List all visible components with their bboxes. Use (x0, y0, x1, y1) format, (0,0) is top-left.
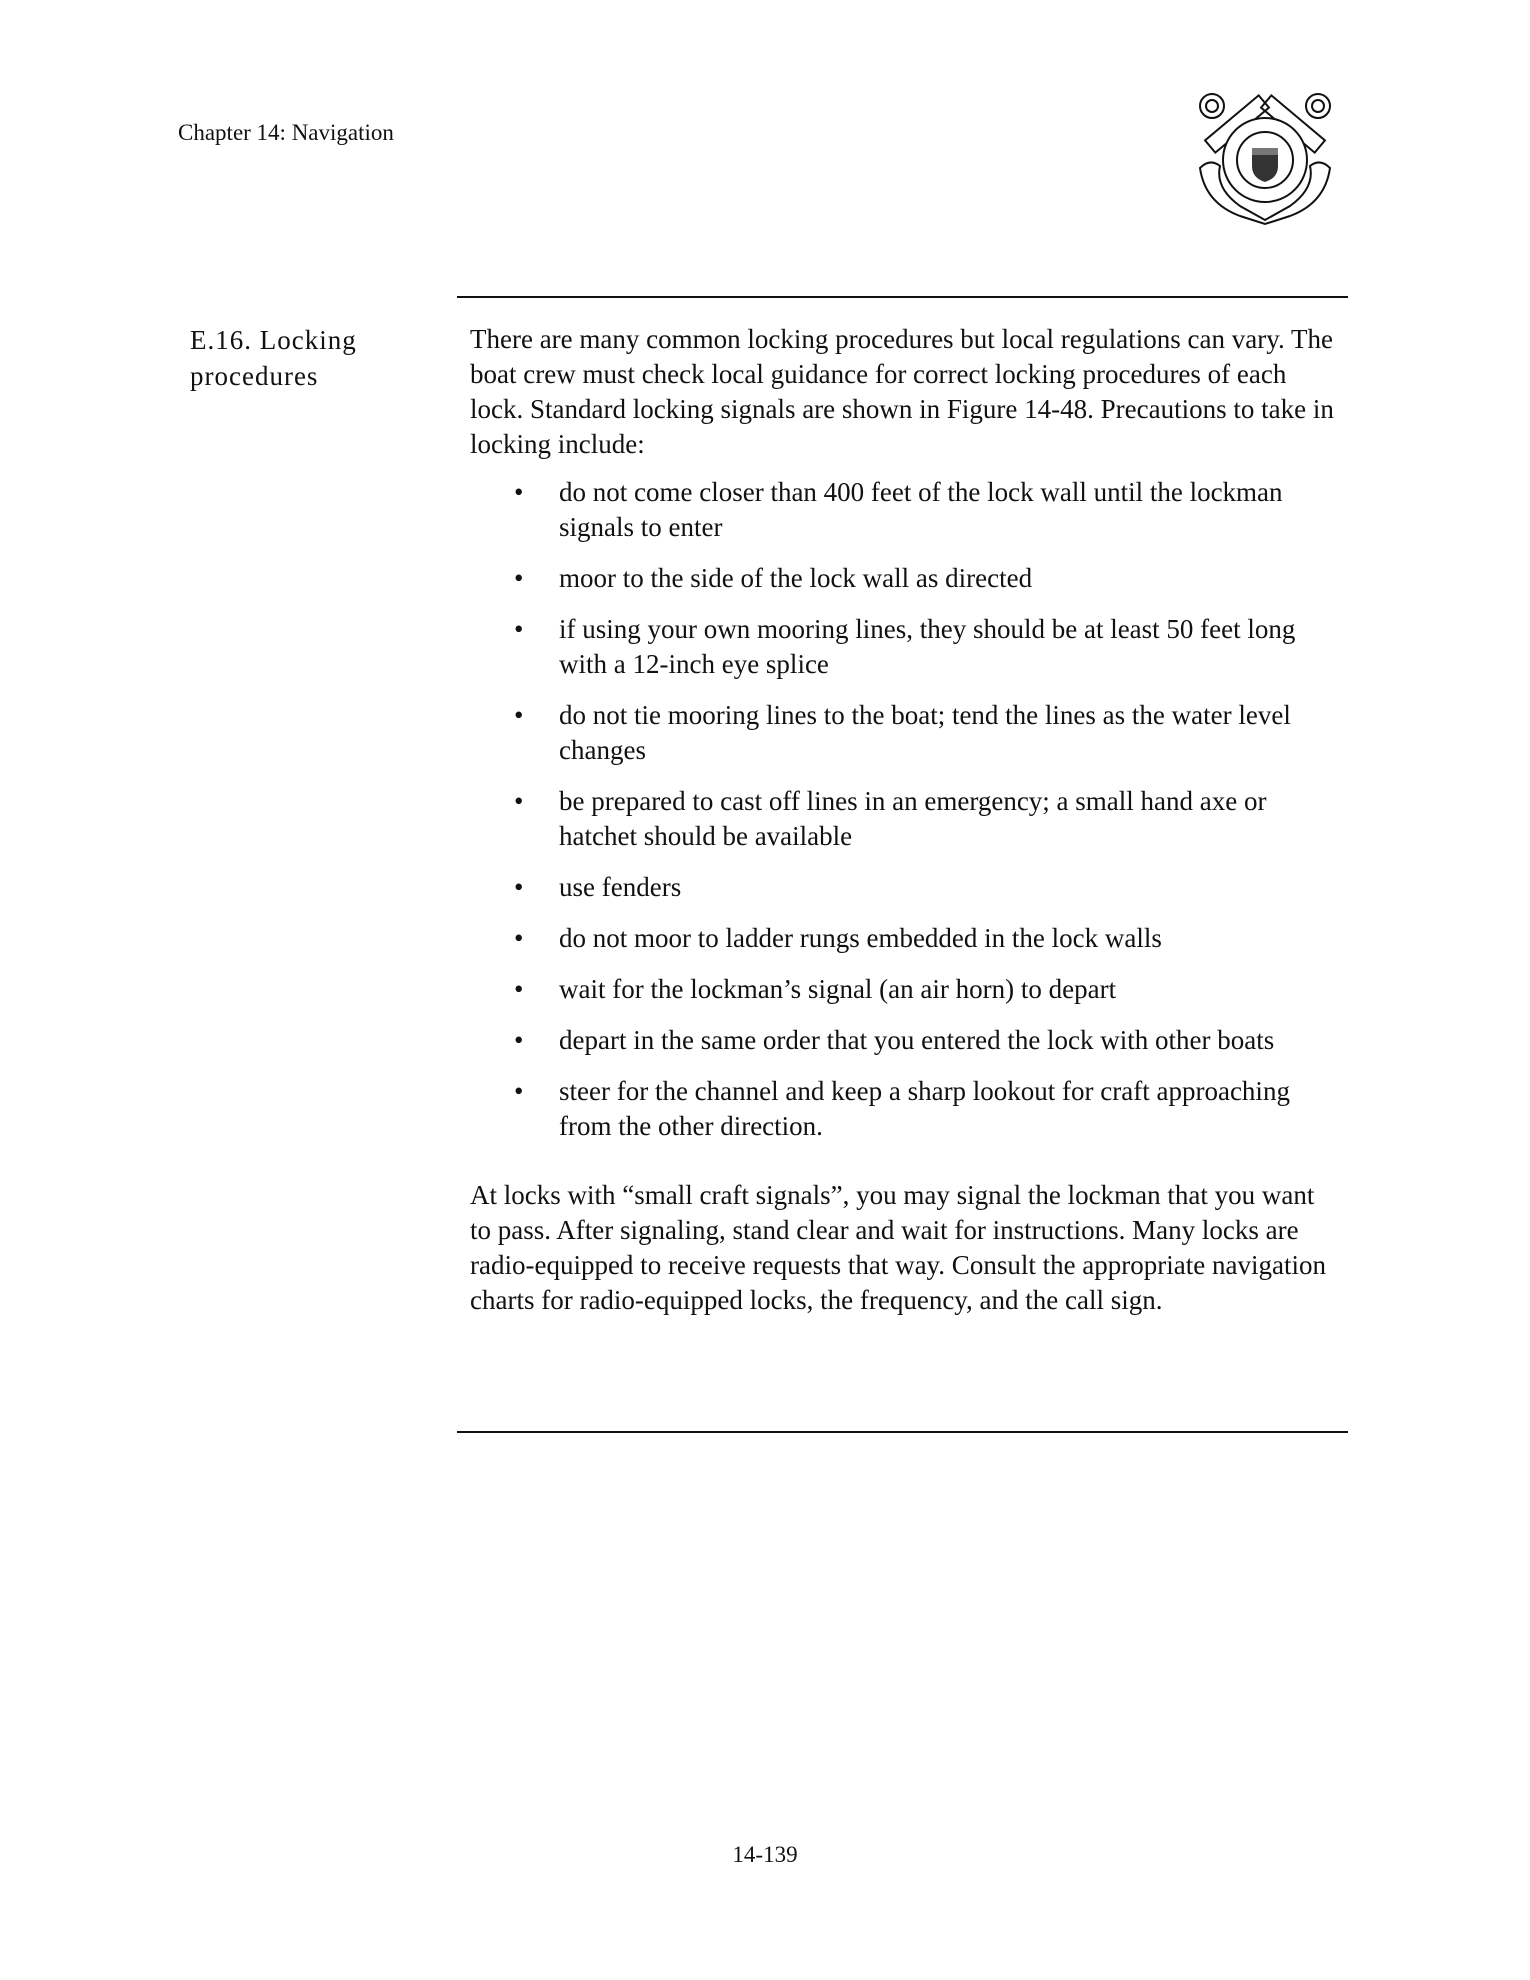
list-item (470, 921, 1340, 956)
closing-paragraph: At locks with “small craft signals”, you may signal the lockman that you want to pass. After signaling, stand clear and wait for instructions. Many locks are radio-equipped to receive requests that way. Consult the appropriate navigation charts for radio-equipped locks, the frequency, and the call sign. (470, 1180, 1326, 1315)
intro-paragraph: There are many common locking procedures but local regulations can vary. The boat crew must check local guidance for correct locking procedures of each lock. Standard locking signals are shown in Figure 14-48. Precautions to take in locking include: (470, 324, 1334, 459)
list-item-text: depart in the same order that you entered the lock with other boats (559, 1025, 1275, 1055)
list-item (470, 870, 1340, 905)
list-item-text: wait for the lockman’s signal (an air horn) to depart (559, 974, 1117, 1004)
list-item-text: do not tie mooring lines to the boat; tend the lines as the water level changes (559, 700, 1291, 765)
list-item-text: be prepared to cast off lines in an emergency; a small hand axe or hatchet should be available (559, 786, 1267, 851)
list-item (470, 612, 1340, 682)
section-heading-line: procedures (190, 361, 319, 391)
list-item (470, 972, 1340, 1007)
list-item-text: moor to the side of the lock wall as directed (559, 563, 1033, 593)
precautions-list (470, 475, 1340, 1144)
list-item-text: if using your own mooring lines, they should be at least 50 feet long with a 12-inch eye splice (559, 614, 1296, 679)
bullet-icon: • (514, 614, 524, 644)
running-header: Chapter 14: Navigation (178, 120, 394, 145)
list-item (470, 784, 1340, 854)
list-item-text: steer for the channel and keep a sharp lookout for craft approaching from the other direction. (559, 1076, 1290, 1141)
section-body (470, 322, 1340, 1318)
list-item (470, 698, 1340, 768)
list-item (470, 561, 1340, 596)
list-item-text: do not come closer than 400 feet of the lock wall until the lockman signals to enter (559, 477, 1283, 542)
page-number: 14-139 (732, 1842, 798, 1867)
bullet-icon: • (514, 786, 524, 816)
bottom-rule (457, 1431, 1348, 1433)
bullet-icon: • (514, 700, 524, 730)
bullet-icon: • (514, 872, 524, 902)
bullet-icon: • (514, 974, 524, 1004)
section-heading-line: E.16. Locking (190, 325, 357, 355)
top-rule (457, 296, 1348, 298)
coast-guard-seal-icon (1190, 88, 1340, 226)
section-heading (190, 322, 420, 394)
bullet-icon: • (514, 477, 524, 507)
bullet-icon: • (514, 1076, 524, 1106)
list-item (470, 1023, 1340, 1058)
bullet-icon: • (514, 923, 524, 953)
bullet-icon: • (514, 1025, 524, 1055)
list-item-text: do not moor to ladder rungs embedded in the lock walls (559, 923, 1162, 953)
bullet-icon: • (514, 563, 524, 593)
list-item (470, 1074, 1340, 1144)
list-item (470, 475, 1340, 545)
list-item-text: use fenders (559, 872, 682, 902)
